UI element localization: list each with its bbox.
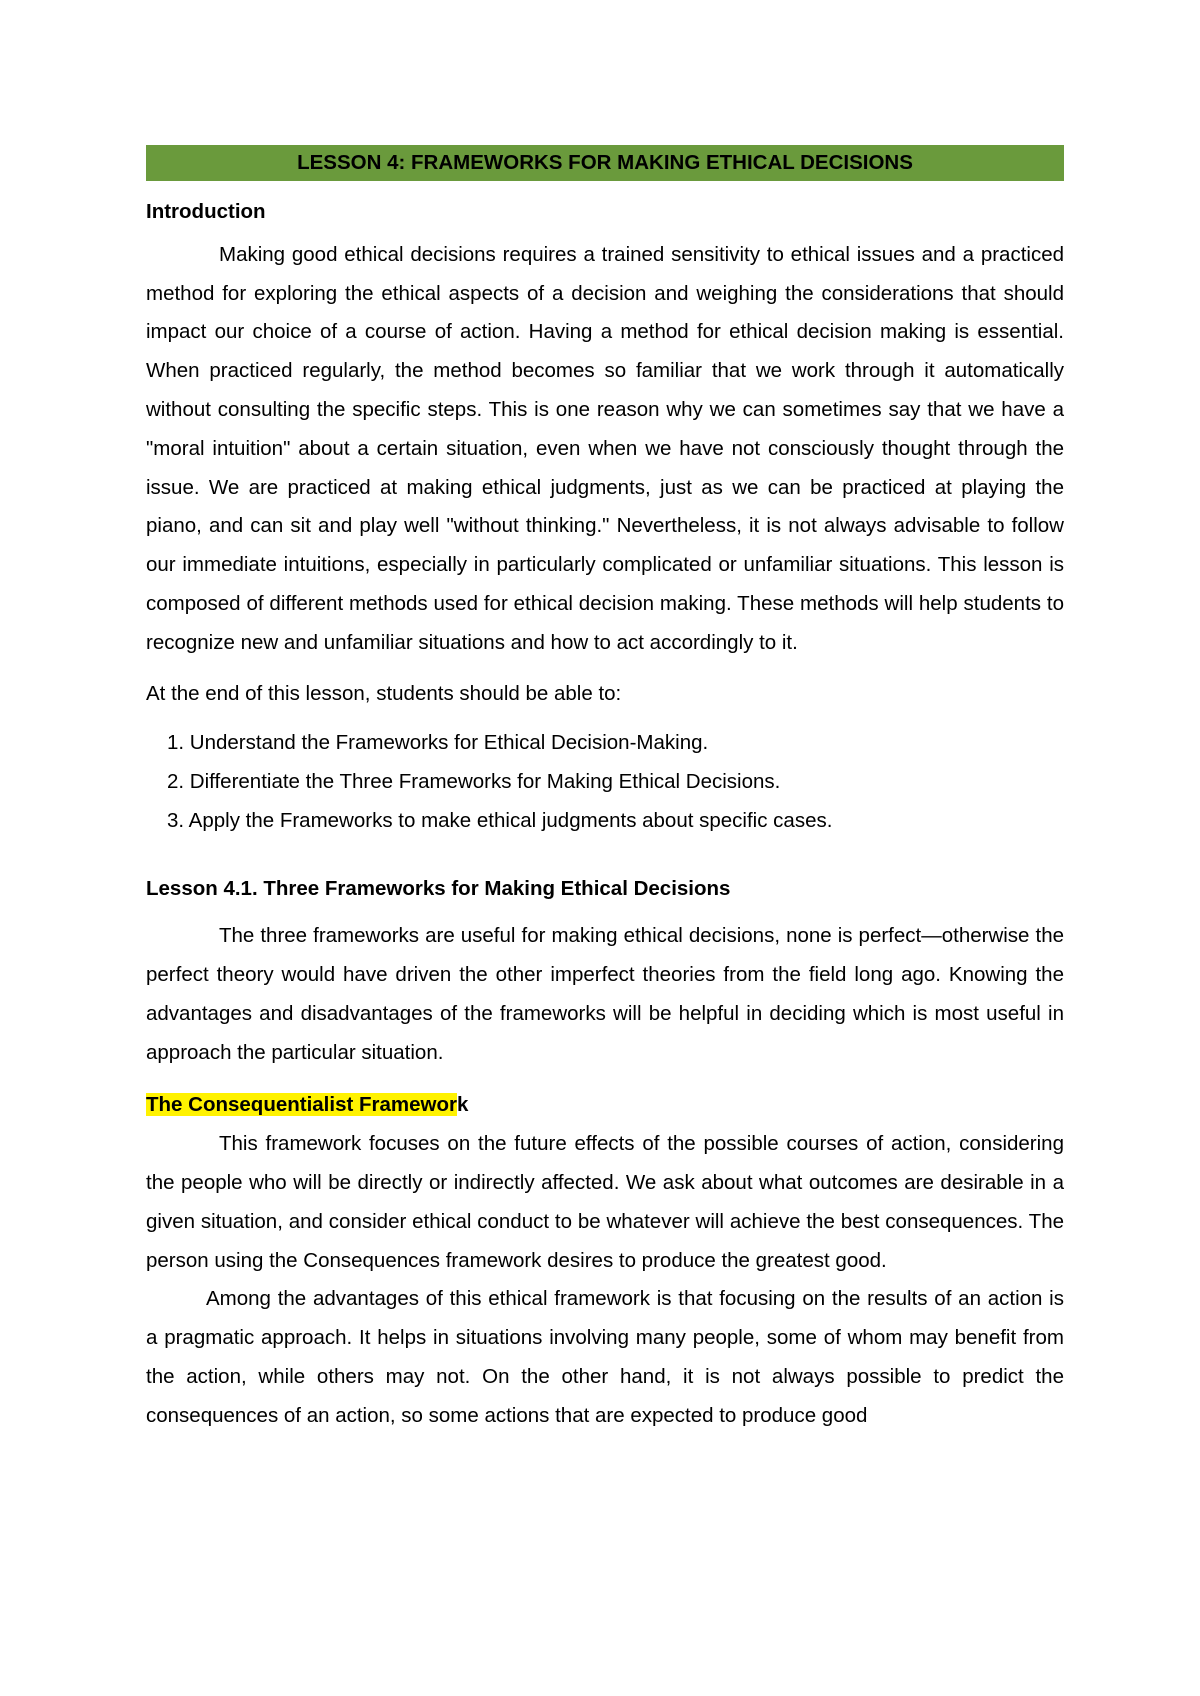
heading-tail-text: k [456, 1093, 469, 1117]
introduction-heading: Introduction [146, 200, 266, 223]
objective-item: 3. Apply the Frameworks to make ethical judgments about specific cases. [167, 809, 833, 833]
objectives-list [146, 723, 1064, 840]
introduction-paragraph: Making good ethical decisions requires a trained sensitivity to ethical issues and a practiced method for exploring the ethical aspects of a decision and weighing the considerations that should impact our choice of a course of action. Having a method for ethical decision making is essential. When practiced regularly, the method becomes so familiar that we work through it automatically without consulting the specific steps. This is one reason why we can sometimes say that we have a "moral intuition" about a certain situation, even when we have not consciously thought through the issue. We are practiced at making ethical judgments, just as we can be practiced at playing the piano, and can sit and play well "without thinking." Nevertheless, it is not always advisable to follow our immediate intuitions, especially in particularly complicated or unfamiliar situations. This lesson is composed of different methods used for ethical decision making. These methods will help students to recognize new and unfamiliar situations and how to act accordingly to it. [146, 242, 1064, 654]
consequentialist-paragraph-1: This framework focuses on the future effects of the possible courses of action, considering the people who will be directly or indirectly affected. We ask about what outcomes are desirable in a given situation, and consider ethical conduct to be whatever will achieve the best consequences. The person using the Consequences framework desires to produce the greatest good. [146, 1132, 1064, 1272]
highlighted-heading-text: The Consequentialist Framewor [146, 1093, 457, 1117]
lesson-4-1-heading: Lesson 4.1. Three Frameworks for Making Ethical Decisions [146, 877, 731, 901]
lesson-4-1-paragraph: The three frameworks are useful for making ethical decisions, none is perfect—otherwise the perfect theory would have driven the other imperfect theories from the field long ago. Knowing the advantages and disadvantages of the frameworks will be helpful in deciding which is most useful in approach the particular situation. [146, 924, 1064, 1064]
objective-item: 2. Differentiate the Three Frameworks for Making Ethical Decisions. [167, 770, 781, 794]
objectives-lead: At the end of this lesson, students should be able to: [146, 681, 622, 705]
consequentialist-heading [146, 1086, 1064, 1125]
objective-item: 1. Understand the Frameworks for Ethical Decision-Making. [167, 731, 709, 755]
document-content [146, 145, 1064, 1436]
consequentialist-paragraph-2: Among the advantages of this ethical framework is that focusing on the results of an action is a pragmatic approach. It helps in situations involving many people, some of whom may benefit from the action, while others may not. On the other hand, it is not always possible to predict the consequences of an action, so some actions that are expected to produce good [146, 1287, 1064, 1427]
lesson-title-banner: LESSON 4: FRAMEWORKS FOR MAKING ETHICAL DECISIONS [146, 145, 1064, 181]
